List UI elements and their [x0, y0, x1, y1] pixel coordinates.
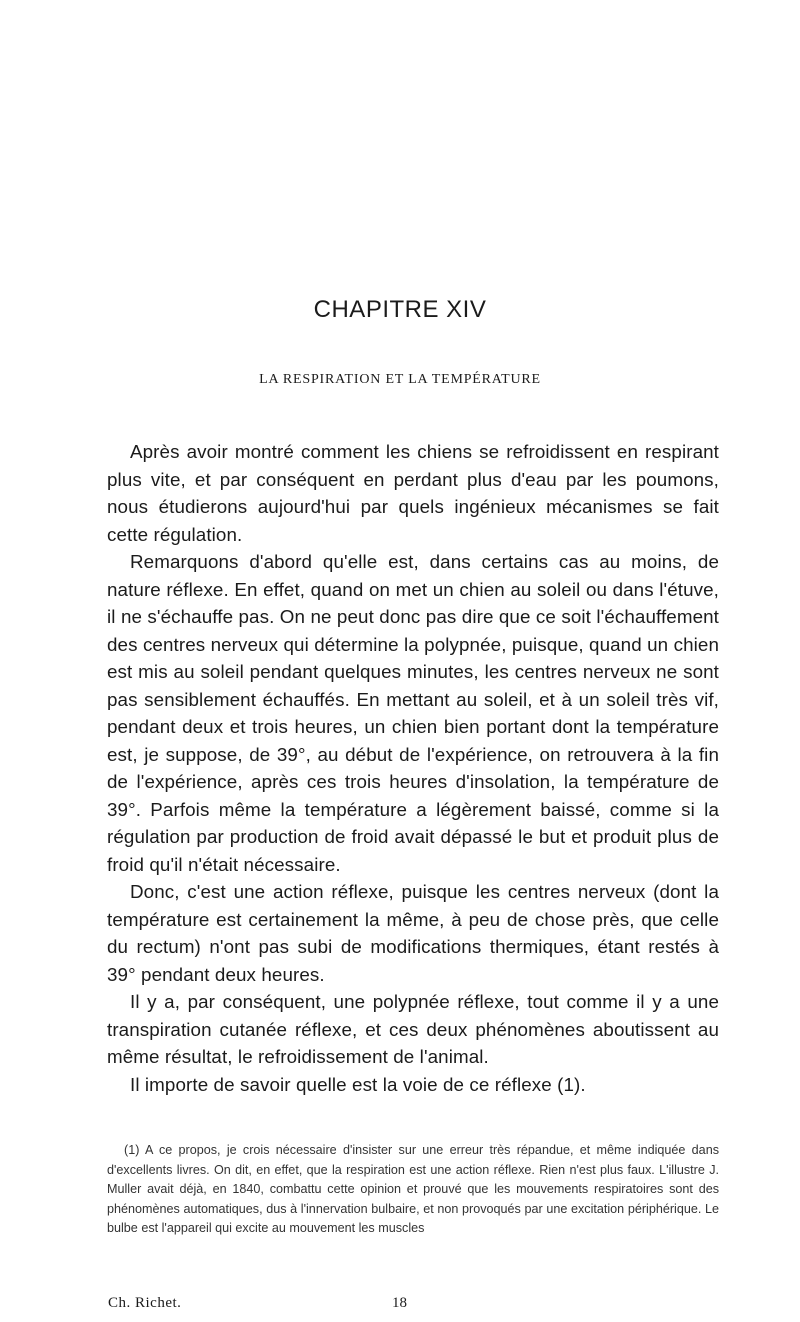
body-text: [107, 438, 719, 1098]
paragraph: Donc, c'est une action réflexe, puisque les centres nerveux (dont la température est certainement la même, à peu de chose près, que celle du rectum) n'ont pas subi de modifications thermiques, étant restés à 39° pendant deux heures.: [107, 881, 719, 985]
footnote: (1) A ce propos, je crois nécessaire d'insister sur une erreur très répandue, et même indiquée dans d'excellents livres. On dit, en effet, que la respiration est une action réflexe. Rien n'est plus faux. L'illustre J. Muller avait déjà, en 1840, combattu cette opinion et prouvé que les mouvements respiratoires sont des phénomènes automatiques, dus à l'innervation bulbaire, et non provoqués par une excitation périphérique. Le bulbe est l'appareil qui excite au mouvement les muscles: [107, 1143, 719, 1236]
paragraph: Remarquons d'abord qu'elle est, dans certains cas au moins, de nature réflexe. En effet, quand on met un chien au soleil ou dans l'étuve, il ne s'échauffe pas. On ne peut donc pas dire que ce soit l'échauffement des centres nerveux qui détermine la polypnée, puisque, quand un chien est mis au soleil pendant quelques minutes, les centres nerveux ne sont pas sensiblement échauffés. En mettant au soleil, et à un soleil très vif, pendant deux et trois heures, un chien bien portant dont la température est, je suppose, de 39°, au début de l'expérience, on retrouvera à la fin de l'expérience, après ces trois heures d'insolation, la température de 39°. Parfois même la température a légèrement baissé, comme si la régulation par production de froid avait dépassé le but et produit plus de froid qu'il n'était nécessaire.: [107, 551, 719, 875]
paragraph: Il importe de savoir quelle est la voie de ce réflexe (1).: [130, 1073, 586, 1095]
chapter-title: CHAPITRE XIV: [313, 296, 487, 323]
footer-author: Ch. Richet.: [108, 1295, 182, 1311]
chapter-subtitle: LA RESPIRATION ET LA TEMPÉRATURE: [259, 372, 541, 387]
page-number: 18: [392, 1295, 407, 1311]
paragraph: Il y a, par conséquent, une polypnée réflexe, tout comme il y a une transpiration cutanée réflexe, et ces deux phénomènes aboutissent au même résultat, le refroidissement de l'animal.: [107, 991, 719, 1067]
paragraph: Après avoir montré comment les chiens se refroidissent en respirant plus vite, et par conséquent en perdant plus d'eau par les poumons, nous étudierons aujourd'hui par quels ingénieux mécanismes se fait cette régulation.: [107, 441, 719, 545]
